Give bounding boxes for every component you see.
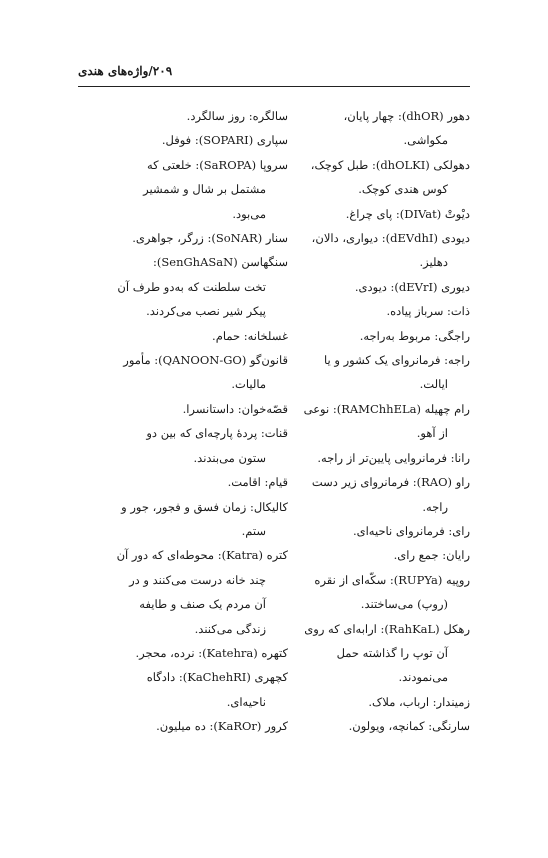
glossary-line: دهور (dhOR): چهار پایان، (343, 109, 470, 123)
glossary-line: سنگهاسن (SenGhASaN): (153, 255, 288, 270)
glossary-line: سنار (SoNAR): زرگر، جواهری. (132, 231, 288, 246)
glossary-line: کچهری (KaChehRI): دادگاه (146, 670, 288, 685)
glossary-line: ایالت. (419, 377, 448, 392)
glossary-line: راجگی: مربوط به‌راجه. (359, 328, 470, 343)
glossary-line: روپیه (RUPYa): سکّه‌ای از نقره (314, 572, 470, 587)
glossary-line: ناحیه‌ای. (226, 694, 266, 709)
glossary-line: می‌نمودند. (398, 670, 448, 685)
glossary-line: رای: فرمانروای ناحیه‌ای. (352, 523, 470, 538)
glossary-line: دیْوتْ (DIVat): پای چراغ. (345, 206, 470, 221)
glossary-line: دهولکی (dhOLKI): طبل کوچک، (310, 157, 470, 172)
glossary-line: کالیکال: زمان فسق و فجور، جور و (121, 499, 288, 514)
glossary-line: ستون می‌بندند. (193, 450, 266, 465)
glossary-column-right (260, 104, 470, 739)
glossary-line: چند خانه درست می‌کنند و در (129, 572, 266, 587)
glossary-line: قنات: پردهٔ پارچه‌ای که بین دو (146, 426, 288, 441)
glossary-line: قیام: اقامت. (227, 475, 288, 490)
glossary-line: تخت سلطنت که به‌دو طرف آن (117, 279, 266, 294)
glossary-line: آن مردم یک صنف و طایفه (139, 597, 266, 612)
glossary-line: دیودی (dEVdhI): دیواری، دالان، (311, 231, 470, 246)
glossary-line: کتهره (Katehra): نرده، محجر. (135, 645, 288, 660)
glossary-line: می‌بود. (232, 206, 266, 221)
glossary-line: سارنگی: کمانچه، ویولون. (348, 719, 470, 734)
glossary-line: قصّه‌خوان: داستانسرا. (182, 401, 288, 416)
glossary-line: ستم. (241, 523, 266, 538)
glossary-line: مکواشی. (403, 133, 448, 148)
glossary-line: دهلیز. (419, 255, 448, 270)
page-header (78, 60, 470, 87)
glossary-line: (روپ) می‌ساختند. (360, 597, 448, 612)
glossary-line: دیوری (dEVrI): دیودی. (354, 279, 470, 294)
glossary-column-left (78, 104, 288, 739)
glossary-line: رایان: جمع رای. (393, 548, 470, 563)
glossary-line: رهکل (RahKaL): ارابه‌ای که روی (304, 621, 470, 636)
glossary-line: ذات: سرباز پیاده. (386, 304, 470, 319)
glossary-line: کرور (KaROr): ده میلیون. (156, 719, 288, 734)
glossary-line: راو (RAO): فرمانروای زیر دست (311, 475, 470, 490)
glossary-line: از آهو. (416, 426, 448, 441)
glossary-line: سروپا (SaROPA): خلعتی که (146, 157, 288, 172)
glossary-line: قانون‌گو (QANOON-GO): مأمور (123, 353, 288, 368)
glossary-line: راجه: فرمانروای یک کشور و یا (324, 353, 470, 368)
glossary-line: سپاری (SOPARI): فوفل. (161, 133, 288, 148)
glossary-line: سالگره: روز سالگرد. (186, 109, 288, 123)
glossary-line: مشتمل بر شال و شمشیر (143, 182, 266, 197)
glossary-line: پیکر شیر نصب می‌کردند. (146, 304, 266, 319)
glossary-line: زندگی می‌کنند. (194, 621, 266, 636)
glossary-line: کتره (Katra): محوطه‌ای که دور آن (116, 548, 288, 563)
glossary-line: راجه. (422, 499, 448, 514)
glossary-line: آن توپ را گذاشته حمل (336, 645, 448, 660)
glossary-line: غسلخانه: حمام. (212, 328, 288, 343)
glossary-line: رام چهیله (RAMChhELa): نوعی (303, 401, 470, 416)
running-header: ۲۰۹/واژه‌های هندی (78, 64, 173, 78)
glossary-line: زمیندار: ارباب، ملاک. (368, 694, 470, 709)
glossary-line: رانا: فرمانروایی پایین‌تر از راجه. (317, 450, 470, 465)
glossary-line: کوس هندی کوچک. (358, 182, 448, 197)
glossary-line: مالیات. (231, 377, 266, 392)
